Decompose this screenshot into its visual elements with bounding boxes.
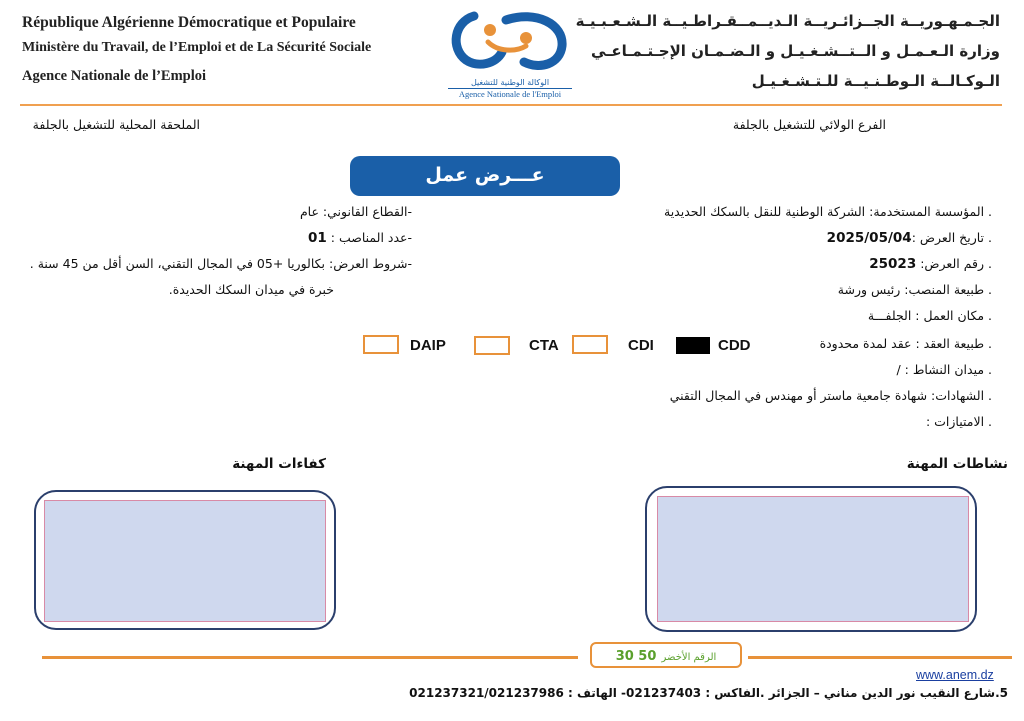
green-number-value: 30 50 — [615, 649, 657, 664]
competencies-box[interactable] — [34, 490, 336, 630]
contract-type-cta-label: CTA — [529, 337, 559, 354]
contract-type-cta-checkbox[interactable] — [474, 336, 510, 355]
contract-field — [732, 336, 992, 351]
contract-type-cdd-checkbox[interactable] — [676, 337, 710, 354]
fr-header-line1: République Algérienne Démocratique et Populaire — [22, 14, 356, 31]
footer-line-right — [748, 656, 1012, 659]
logo-fr-text: Agence Nationale de l'Emploi — [448, 88, 572, 99]
competencies-content[interactable] — [44, 500, 326, 622]
footer-address: 5.شارع النقيب نور الدين مناني – الجزائر .الفاكس : 021237403- الهاتف : 021237321/021237986 — [409, 686, 1008, 700]
posts-count-field — [32, 230, 412, 246]
privileges-field: . الامتيازات : — [925, 414, 992, 429]
certificates-field: . الشهادات: شهادة جامعية ماستر أو مهندس في المجال التقني — [669, 388, 992, 403]
ar-header-line2: وزارة الـعـمـل و الــتــشـغـيـل و الـضـمـان الإجـتـمـاعـي — [591, 42, 1000, 60]
fr-header-line3: Agence Nationale de l’Emploi — [22, 68, 207, 84]
contract-type-cdi-checkbox[interactable] — [572, 335, 608, 354]
fr-header-line2: Ministère du Travail, de l’Emploi et de La Sécurité Sociale — [22, 40, 372, 55]
offer-date-label: . تاريخ العرض : — [911, 230, 992, 245]
website-link[interactable]: www.anem.dz — [916, 668, 994, 682]
job-offer-title: عـــرض عمل — [350, 156, 620, 196]
contract-type-cdd-label: CDD — [718, 337, 751, 354]
offer-number-value: 25023 — [869, 256, 917, 272]
activities-title: نشاطات المهنة — [906, 456, 1008, 472]
green-number-badge — [590, 642, 742, 668]
legal-sector-field: -القطاع القانوني: عام — [299, 204, 412, 219]
ar-header-line1: الجـمـهـوريــة الجــزائـريــة الـديــمــقـراطـيــة الـشـعـبـيـة — [575, 12, 1000, 30]
position-value: رئيس ورشة — [837, 282, 901, 297]
footer-line-left — [42, 656, 578, 659]
green-number-label: الرقم الأخضر — [661, 652, 717, 663]
conditions-line2: خبرة في ميدان السكك الحديدة. — [168, 282, 334, 297]
offer-number-field — [612, 256, 992, 272]
position-label: . طبيعة المنصب: — [904, 282, 992, 297]
header-divider — [20, 104, 1002, 106]
local-annex: الملحقة المحلية للتشغيل بالجلفة — [32, 117, 200, 132]
offer-date-field — [612, 230, 992, 246]
offer-number-label: . رقم العرض: — [920, 256, 992, 271]
conditions-line1: -شروط العرض: بكالوريا +05 في المجال التقني، السن أقل من 45 سنة . — [29, 256, 412, 271]
activities-content[interactable] — [657, 496, 969, 622]
regional-branch: الفرع الولائي للتشغيل بالجلفة — [732, 117, 886, 132]
offer-date-value: 2025/05/04 — [826, 230, 912, 246]
competencies-title: كفاءات المهنة — [232, 456, 326, 472]
ar-header-line3: الـوكـالــة الـوطـنـيــة للـتـشـغـيـل — [751, 72, 1000, 90]
contract-type-cdi-label: CDI — [628, 337, 654, 354]
anem-logo — [444, 8, 576, 100]
activities-box[interactable] — [645, 486, 977, 632]
contract-label: . طبيعة العقد : — [915, 336, 992, 351]
work-location-field: . مكان العمل : الجلفـــة — [867, 308, 992, 323]
posts-count-value: 01 — [307, 230, 327, 246]
position-field — [612, 282, 992, 297]
contract-value: عقد لمدة محدودة — [819, 336, 912, 351]
contract-type-daip-label: DAIP — [410, 337, 446, 354]
anem-logo-icon — [444, 8, 576, 78]
posts-count-label: -عدد المناصب : — [330, 230, 412, 245]
employer-field: . المؤسسة المستخدمة: الشركة الوطنية للنقل بالسكك الحديدية — [664, 204, 992, 219]
logo-ar-text: الوكالة الوطنية للتشغيل — [470, 78, 550, 87]
contract-type-daip-checkbox[interactable] — [363, 335, 399, 354]
activity-field: . ميدان النشاط : / — [896, 362, 992, 377]
